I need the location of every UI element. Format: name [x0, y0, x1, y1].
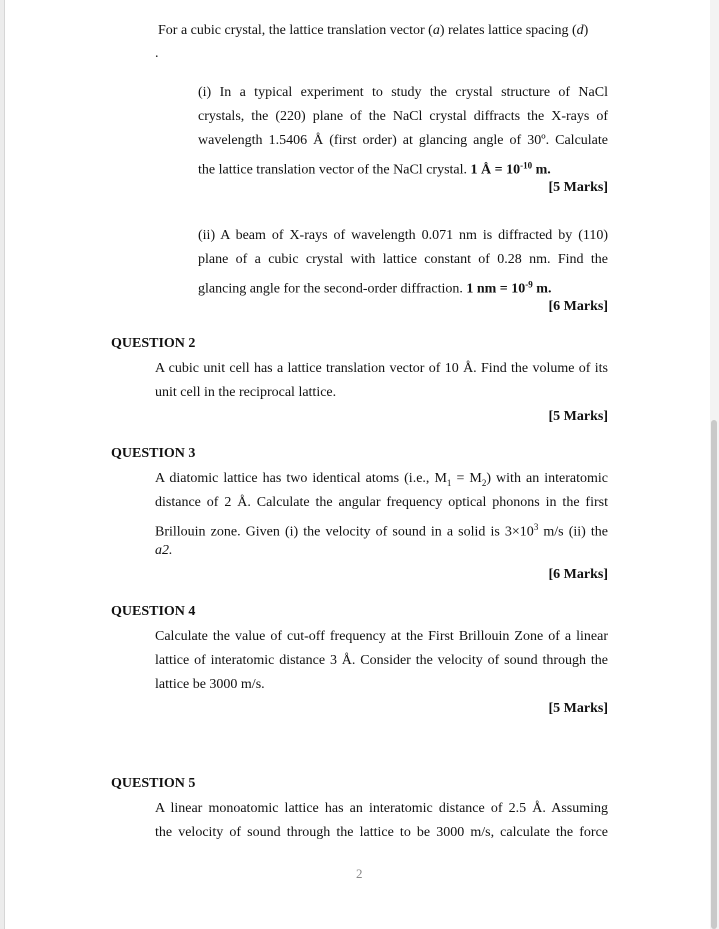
question-4-heading: QUESTION 4 — [111, 604, 196, 619]
part-ii-line-1: (ii) A beam of X-rays of wavelength 0.071 nm is diffracted by (110) — [198, 228, 608, 243]
question-4-line-1: Calculate the value of cut-off frequency at the First Brillouin Zone of a linear — [155, 629, 608, 644]
scrollbar-thumb[interactable] — [711, 420, 717, 929]
part-ii-line-2: plane of a cubic crystal with lattice constant of 0.28 nm. Find the — [198, 252, 608, 267]
part-ii-marks: [6 Marks] — [548, 299, 608, 314]
question-3-marks: [6 Marks] — [548, 567, 608, 582]
part-ii-line-3: glancing angle for the second-order diffraction. 1 nm = $10^{-9}$ m. — [198, 279, 552, 297]
question-2-line-1: A cubic unit cell has a lattice translation vector of 10 Å. Find the volume of its — [155, 361, 608, 376]
question-4-line-2: lattice of interatomic distance 3 Å. Consider the velocity of sound through the — [155, 653, 608, 668]
question-2-marks: [5 Marks] — [548, 409, 608, 424]
intro-line: For a cubic crystal, the lattice translation vector (a) relates lattice spacing (d) — [158, 23, 589, 38]
question-5-line-2: the velocity of sound through the lattice to be 3000 m/s, calculate the force — [155, 825, 608, 840]
question-3-line-1: A diatomic lattice has two identical atoms (i.e., $M_1 = M_2$) with an interatomic — [155, 471, 608, 488]
question-3-line-4: a2. — [155, 543, 173, 558]
question-4-marks: [5 Marks] — [548, 701, 608, 716]
question-3-heading: QUESTION 3 — [111, 446, 196, 461]
part-i-line-3: wavelength 1.5406 Å (first order) at glancing angle of 30º. Calculate — [198, 133, 608, 148]
part-i-marks: [5 Marks] — [548, 180, 608, 195]
question-3-line-2: distance of 2 Å. Calculate the angular frequency optical phonons in the first — [155, 495, 608, 510]
intro-dot: . — [155, 46, 159, 61]
question-2-heading: QUESTION 2 — [111, 336, 196, 351]
question-2-line-2: unit cell in the reciprocal lattice. — [155, 385, 337, 400]
part-i-line-1: (i) In a typical experiment to study the crystal structure of NaCl — [198, 85, 608, 100]
part-i-line-4: the lattice translation vector of the NaCl crystal. 1 Å = $10^{-10}$ m. — [198, 160, 551, 178]
question-5-heading: QUESTION 5 — [111, 776, 196, 791]
vertical-scrollbar[interactable] — [710, 0, 719, 929]
part-i-line-2: crystals, the (220) plane of the NaCl crystal diffracts the X-rays of — [198, 109, 608, 124]
question-4-line-3: lattice be 3000 m/s. — [155, 677, 265, 692]
question-3-line-3: Brillouin zone. Given (i) the velocity of sound in a solid is $3\times 10^3$ m/s (ii) the — [155, 522, 609, 540]
question-5-line-1: A linear monoatomic lattice has an interatomic distance of 2.5 Å. Assuming — [155, 801, 608, 816]
page-number: 2 — [356, 866, 363, 881]
